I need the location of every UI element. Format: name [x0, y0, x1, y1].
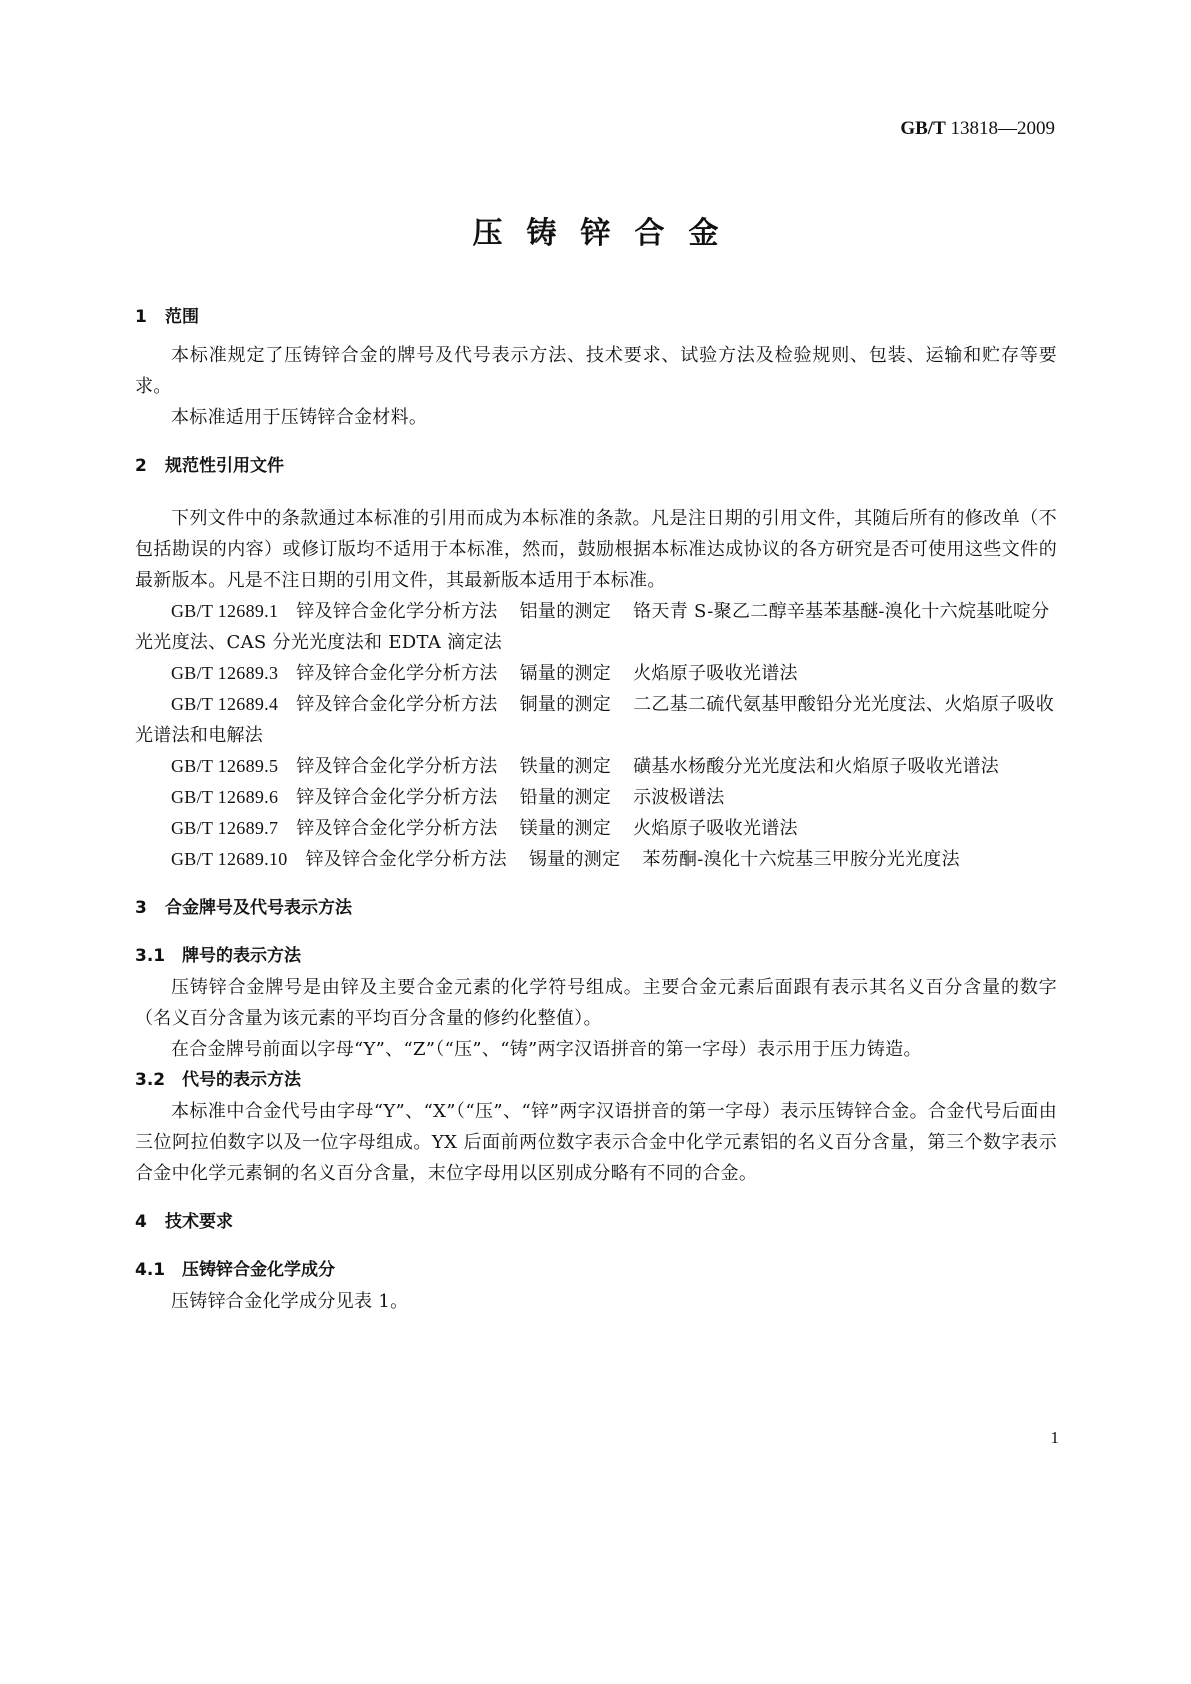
- section-number: 4: [135, 1212, 147, 1232]
- reference-series: 锌及锌合金化学分析方法: [296, 787, 498, 808]
- reference-method: 示波极谱法: [633, 787, 725, 808]
- reference-item: [135, 658, 1057, 689]
- reference-item-name: 镁量的测定: [519, 818, 612, 839]
- reference-code: GB/T 12689.10: [171, 849, 288, 869]
- reference-item-name: 铜量的测定: [519, 694, 612, 715]
- page-number: 1: [1050, 1428, 1059, 1447]
- subsection-number: 3.2: [135, 1070, 166, 1090]
- standard-prefix: GB/T: [900, 118, 946, 139]
- subsection-title: 牌号的表示方法: [182, 946, 301, 966]
- reference-item-name: 镉量的测定: [519, 663, 612, 684]
- reference-item-name: 铁量的测定: [519, 756, 612, 777]
- section-4-heading: [135, 1205, 1057, 1239]
- reference-code: GB/T 12689.5: [171, 756, 279, 776]
- reference-series: 锌及锌合金化学分析方法: [296, 818, 498, 839]
- subsection-3-2-heading: [135, 1065, 1057, 1096]
- reference-item-name: 铅量的测定: [519, 787, 612, 808]
- reference-code: GB/T 12689.6: [171, 787, 279, 807]
- reference-method: 二乙基二硫代氨基甲酸铅分光光度法、火焰原子吸收光谱法和电解法: [135, 694, 1054, 746]
- reference-series: 锌及锌合金化学分析方法: [296, 694, 498, 715]
- reference-code: GB/T 12689.3: [171, 663, 279, 683]
- subsection-number: 4.1: [135, 1260, 166, 1280]
- section-title: 技术要求: [165, 1212, 233, 1232]
- reference-item: [135, 813, 1057, 844]
- section-number: 1: [135, 307, 147, 327]
- reference-item-name: 铝量的测定: [519, 601, 612, 622]
- standard-code: 13818—2009: [950, 118, 1055, 139]
- subsection-number: 3.1: [135, 946, 166, 966]
- reference-method: 苯芴酮-溴化十六烷基三甲胺分光光度法: [642, 849, 960, 870]
- reference-method: 火焰原子吸收光谱法: [633, 818, 798, 839]
- section-2-heading: [135, 449, 1057, 483]
- paragraph: 本标准适用于压铸锌合金材料。: [171, 407, 428, 428]
- document-title: 压铸锌合金: [472, 216, 743, 251]
- reference-series: 锌及锌合金化学分析方法: [296, 756, 498, 777]
- reference-item: [135, 596, 1057, 658]
- paragraph: 压铸锌合金牌号是由锌及主要合金元素的化学符号组成。主要合金元素后面跟有表示其名义百分含量的数字（名义百分含量为该元素的平均百分含量的修约化整值）。: [135, 977, 1057, 1029]
- reference-method: 火焰原子吸收光谱法: [633, 663, 798, 684]
- section-1-heading: [135, 300, 1057, 334]
- section-title: 范围: [165, 307, 199, 327]
- standard-number: [900, 118, 1055, 140]
- section-number: 2: [135, 456, 147, 476]
- reference-item: [135, 844, 1057, 875]
- paragraph: 本标准规定了压铸锌合金的牌号及代号表示方法、技术要求、试验方法及检验规则、包装、运输和贮存等要求。: [135, 345, 1057, 397]
- reference-code: GB/T 12689.4: [171, 694, 279, 714]
- reference-item: [135, 782, 1057, 813]
- subsection-4-1-heading: [135, 1255, 1057, 1286]
- reference-code: GB/T 12689.1: [171, 601, 279, 621]
- paragraph: 在合金牌号前面以字母“Y”、“Z”（“压”、“铸”两字汉语拼音的第一字母）表示用于压力铸造。: [171, 1039, 922, 1060]
- reference-code: GB/T 12689.7: [171, 818, 279, 838]
- section-title: 规范性引用文件: [165, 456, 284, 476]
- paragraph: 下列文件中的条款通过本标准的引用而成为本标准的条款。凡是注日期的引用文件，其随后所有的修改单（不包括勘误的内容）或修订版均不适用于本标准，然而，鼓励根据本标准达成协议的各方研究是否可使用这些文件的最新版本。凡是不注日期的引用文件，其最新版本适用于本标准。: [135, 508, 1057, 591]
- paragraph: 压铸锌合金化学成分见表 1。: [171, 1291, 409, 1312]
- section-3-heading: [135, 891, 1057, 925]
- section-number: 3: [135, 898, 147, 918]
- reference-item-name: 锡量的测定: [528, 849, 621, 870]
- reference-method: 磺基水杨酸分光光度法和火焰原子吸收光谱法: [633, 756, 1000, 777]
- subsection-3-1-heading: [135, 941, 1057, 972]
- document-body: [135, 300, 1057, 1317]
- reference-series: 锌及锌合金化学分析方法: [296, 601, 498, 622]
- paragraph: 本标准中合金代号由字母“Y”、“X”（“压”、“锌”两字汉语拼音的第一字母）表示压铸锌合金。合金代号后面由三位阿拉伯数字以及一位字母组成。YX 后面前两位数字表示合金中化学元素铝的名义百分含量，第三个数字表示合金中化学元素铜的名义百分含量，末位字母用以区别成分略有不同的合金。: [135, 1101, 1057, 1184]
- subsection-title: 压铸锌合金化学成分: [182, 1260, 335, 1280]
- section-title: 合金牌号及代号表示方法: [165, 898, 352, 918]
- reference-method: 铬天青 S-聚乙二醇辛基苯基醚-溴化十六烷基吡啶分光光度法、CAS 分光光度法和 EDTA 滴定法: [135, 601, 1050, 653]
- reference-series: 锌及锌合金化学分析方法: [296, 663, 498, 684]
- reference-item: [135, 751, 1057, 782]
- subsection-title: 代号的表示方法: [182, 1070, 301, 1090]
- reference-series: 锌及锌合金化学分析方法: [305, 849, 507, 870]
- reference-item: [135, 689, 1057, 751]
